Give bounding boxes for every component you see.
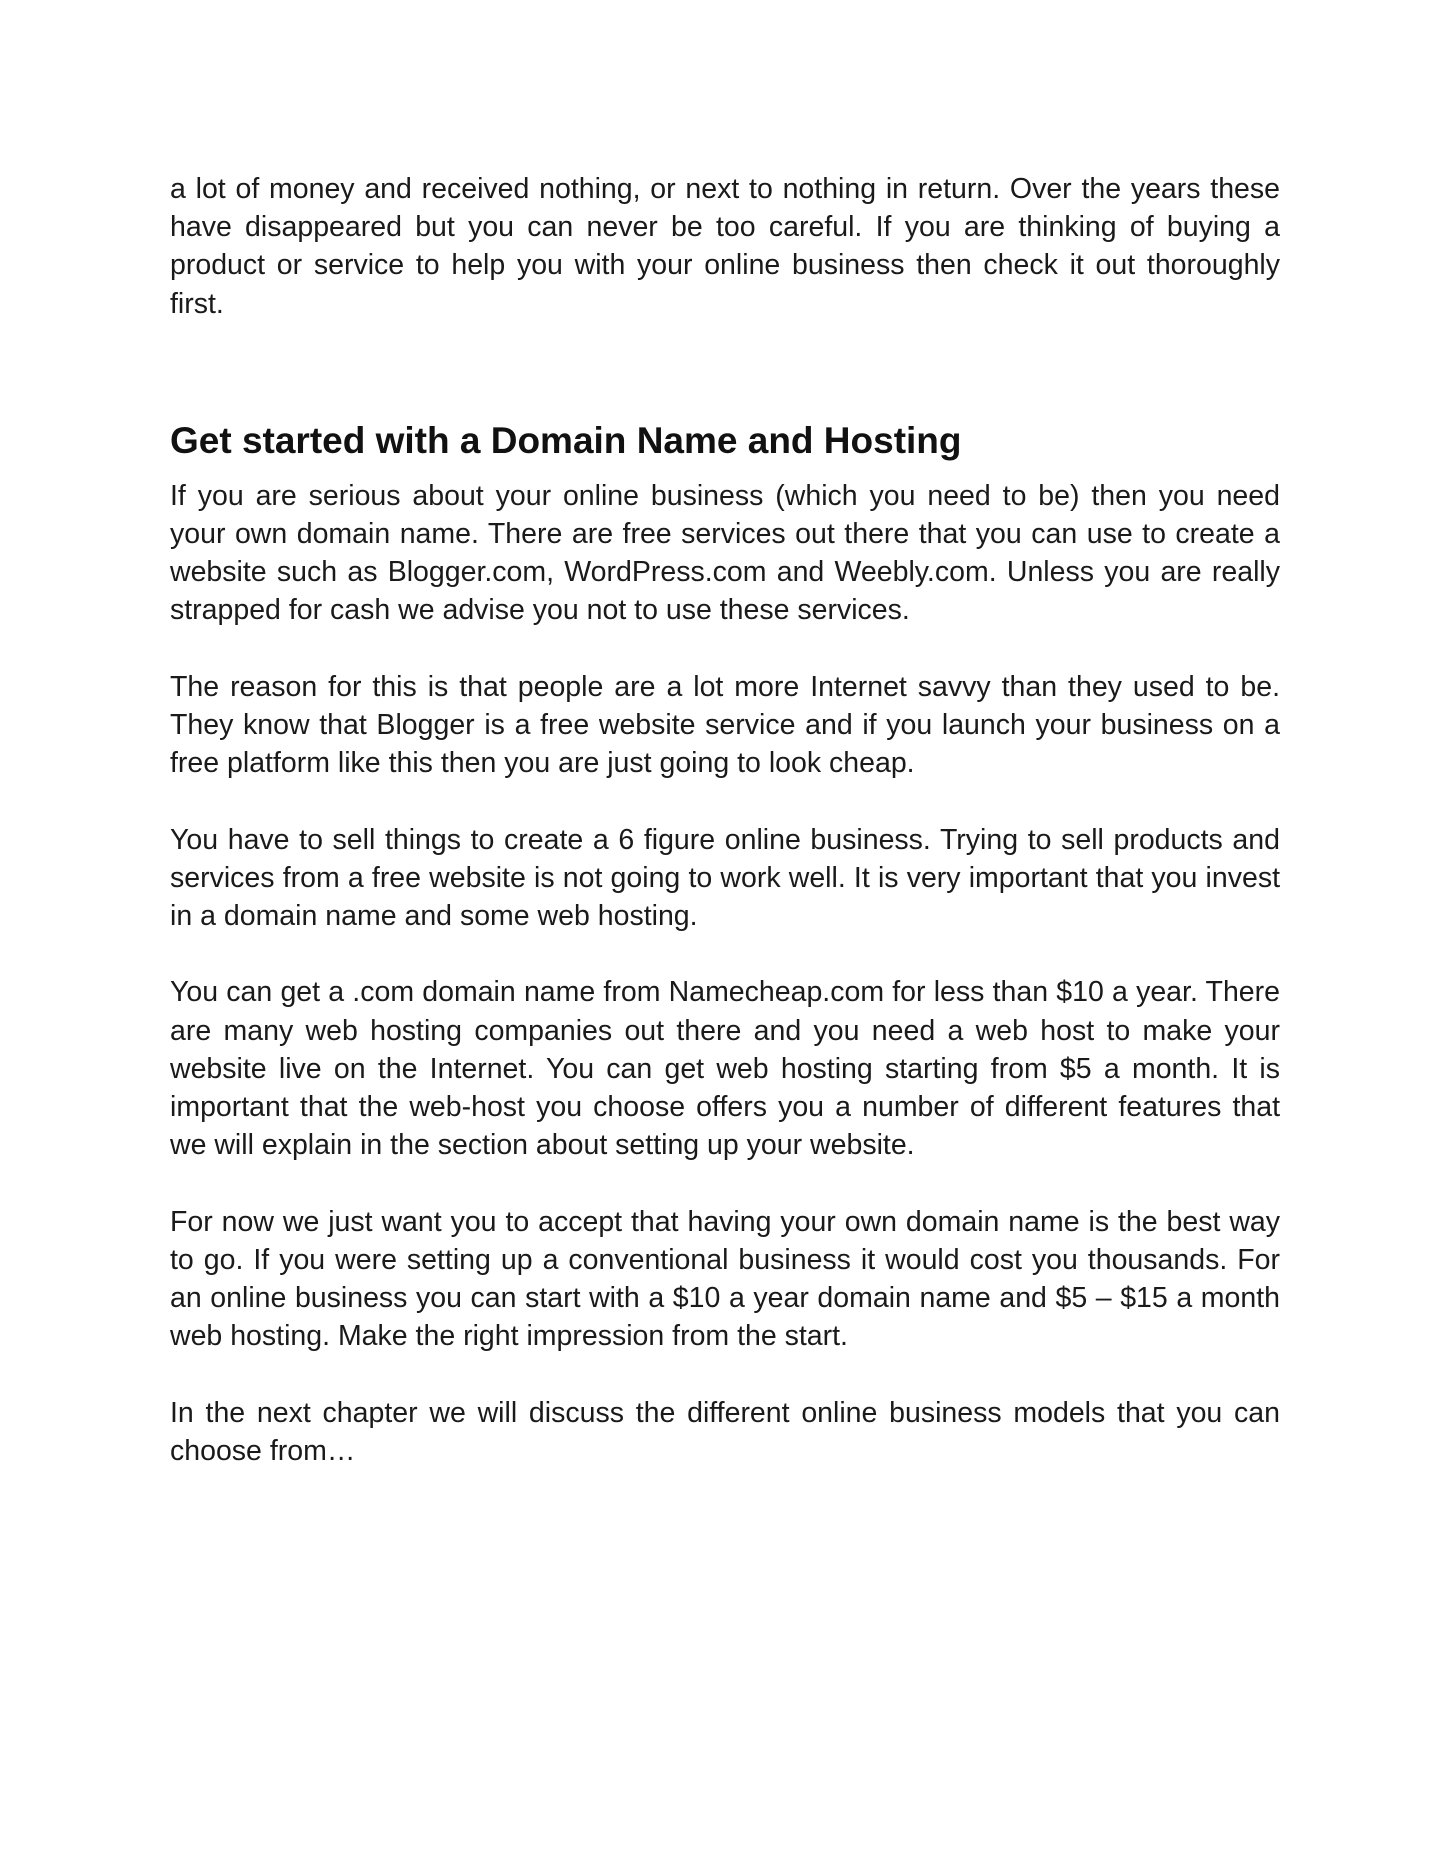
spacer [170,1355,1280,1393]
spacer [170,630,1280,668]
body-paragraph: In the next chapter we will discuss the different online business models that you can choose from… [170,1396,1280,1467]
spacer [170,1164,1280,1202]
body-paragraph: If you are serious about your online business (which you need to be) then you need your own domain name. There are free services out there that you can use to create a website such as Blogger.com, WordPress.com and Weebly.com. Unless you are really strapped for cash we advise you not to use these services. [170,479,1280,627]
body-paragraph: You have to sell things to create a 6 figure online business. Trying to sell products and services from a free website is not going to work well. It is very important that you invest in a domain name and some web hosting. [170,823,1280,933]
spacer [170,935,1280,973]
spacer [170,463,1280,477]
document-body [170,170,1280,1470]
spacer [170,782,1280,820]
body-paragraph: The reason for this is that people are a lot more Internet savvy than they used to be. They know that Blogger is a free website service and if you launch your business on a free platform like this then you are just going to look cheap. [170,670,1280,780]
intro-paragraph: a lot of money and received nothing, or next to nothing in return. Over the years these have disappeared but you can never be too careful. If you are thinking of buying a product or service to help you with your online business then check it out thoroughly first. [170,173,1280,320]
body-paragraph: You can get a .com domain name from Namecheap.com for less than $10 a year. There are many web hosting companies out there and you need a web host to make your website live on the Internet. You can get web hosting starting from $5 a month. It is important that the web-host you choose offers you a number of different features that we will explain in the section about setting up your website. [170,976,1280,1162]
section-heading: Get started with a Domain Name and Hosting [170,419,962,461]
body-paragraph: For now we just want you to accept that having your own domain name is the best way to go. If you were setting up a conventional business it would cost you thousands. For an online business you can start with a $10 a year domain name and $5 – $15 a month web hosting. Make the right impression from the start. [170,1205,1280,1353]
spacer [170,323,1280,419]
